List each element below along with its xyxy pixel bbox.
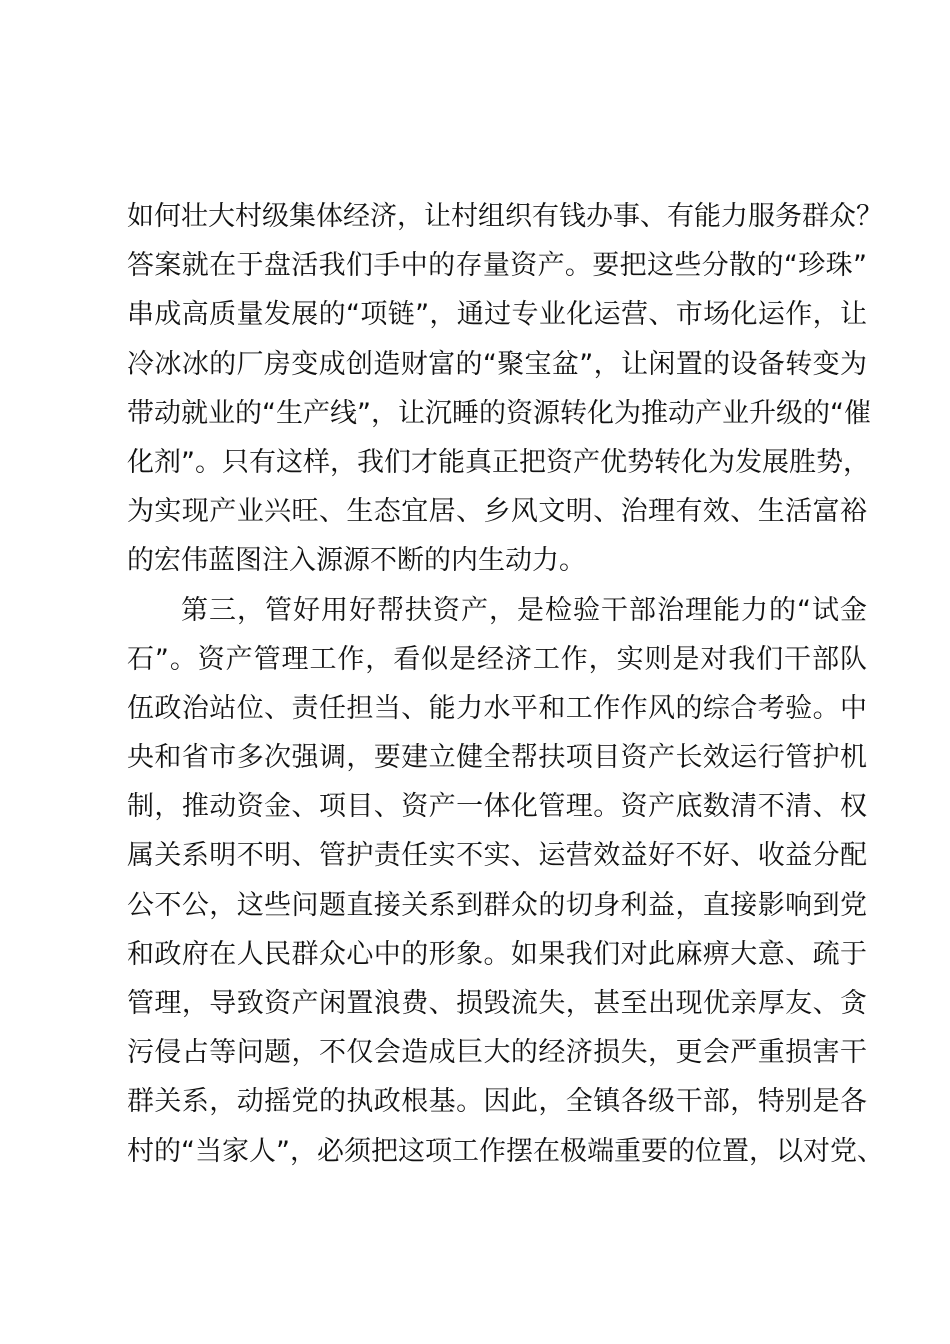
text-line: 制，推动资金、项目、资产一体化管理。资产底数清不清、权 <box>127 791 867 823</box>
paragraph-2 <box>127 586 884 1176</box>
paragraph-1 <box>127 192 883 586</box>
text-line: 央和省市多次强调，要建立健全帮扶项目资产长效运行管护机 <box>127 742 867 774</box>
text-line: 的宏伟蓝图注入源源不断的内生动力。 <box>127 545 586 577</box>
text-line: 属关系明不明、管护责任实不实、运营效益好不好、收益分配 <box>127 840 867 872</box>
text-line: 化剂”。只有这样，我们才能真正把资产优势转化为发展胜势， <box>127 446 870 478</box>
text-line: 带动就业的“生产线”，让沉睡的资源转化为推动产业升级的“催 <box>127 397 871 429</box>
text-line: 公不公，这些问题直接关系到群众的切身利益，直接影响到党 <box>127 889 867 921</box>
text-line: 村的“当家人”，必须把这项工作摆在极端重要的位置，以对党、 <box>127 1135 884 1167</box>
text-line: 串成高质量发展的“项链”，通过专业化运营、市场化运作，让 <box>127 299 867 331</box>
text-line: 为实现产业兴旺、生态宜居、乡风文明、治理有效、生活富裕 <box>127 496 867 528</box>
text-line: 石”。资产管理工作，看似是经济工作，实则是对我们干部队 <box>127 643 867 675</box>
text-line: 答案就在于盘活我们手中的存量资产。要把这些分散的“珍珠” <box>127 250 867 282</box>
text-line: 冷冰冰的厂房变成创造财富的“聚宝盆”，让闲置的设备转变为 <box>127 348 867 380</box>
text-line: 污侵占等问题，不仅会造成巨大的经济损失，更会严重损害干 <box>127 1037 867 1069</box>
text-line: 伍政治站位、责任担当、能力水平和工作作风的综合考验。中 <box>127 692 867 724</box>
text-line: 如何壮大村级集体经济，让村组织有钱办事、有能力服务群众？ <box>127 201 883 232</box>
document-body <box>127 192 884 1176</box>
text-line: 第三，管好用好帮扶资产，是检验干部治理能力的“试金 <box>181 594 867 626</box>
text-line: 管理，导致资产闲置浪费、损毁流失，甚至出现优亲厚友、贪 <box>127 988 867 1019</box>
text-line: 群关系，动摇党的执政根基。因此，全镇各级干部，特别是各 <box>127 1086 867 1118</box>
text-line: 和政府在人民群众心中的形象。如果我们对此麻痹大意、疏于 <box>127 938 867 970</box>
